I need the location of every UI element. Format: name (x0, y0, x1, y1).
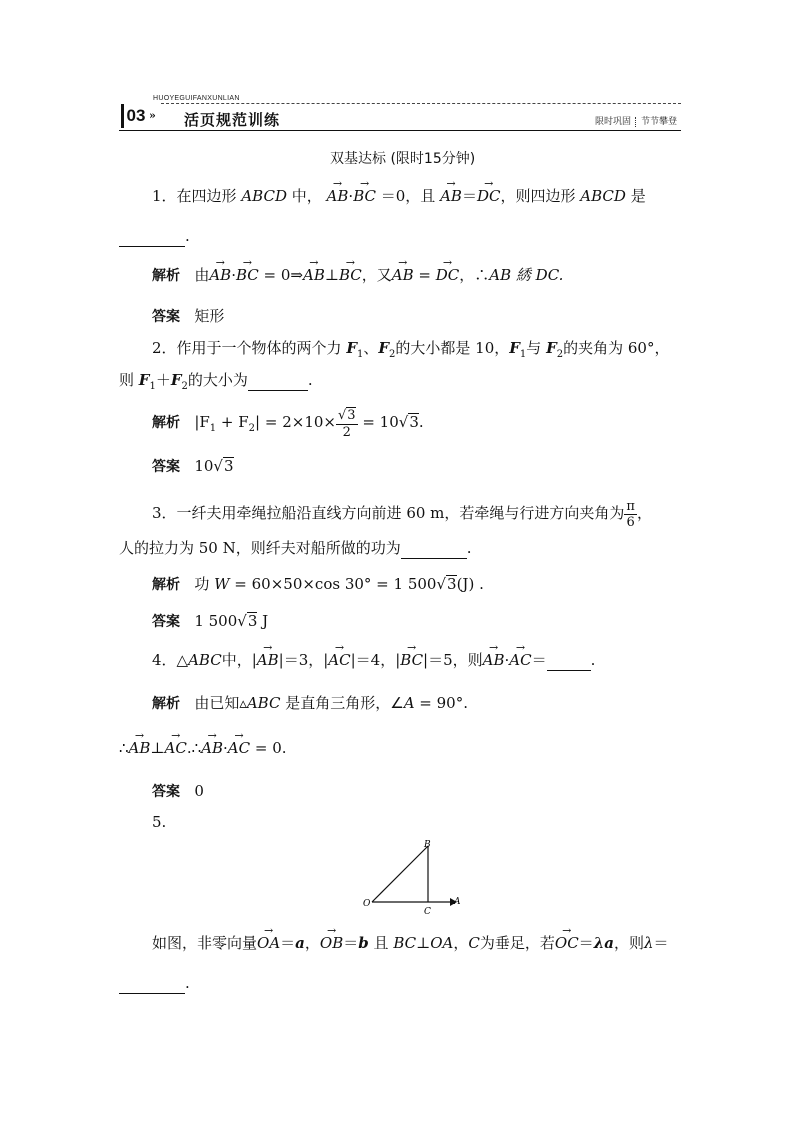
q2-an-lhs: |F (194, 413, 210, 431)
q4-answer-value: 0 (194, 782, 204, 800)
q2-sep: 、 (363, 339, 379, 357)
q5-and: 且 (373, 934, 389, 952)
label-a: A (454, 897, 461, 907)
q1-an-ab: → AB (209, 265, 231, 285)
answer-label: 答案 (152, 309, 180, 325)
q4-vector-ab: → AB (257, 650, 279, 670)
q4-an2-perp: ⊥ (150, 739, 165, 757)
q2-answer-sqrt: 3 (223, 457, 234, 475)
q2-s2b: 2 (556, 349, 564, 360)
q5-end: . (185, 974, 190, 992)
q3-analysis: 解析 功 W = 60×50×cos 30° = 1 500√3(J) . (152, 575, 484, 593)
q1-eq: ＝ (461, 187, 477, 205)
q5-lam: λa (593, 934, 614, 952)
q1-text: 1．在四边形 (152, 187, 237, 205)
q2-f1: F (346, 339, 357, 357)
q3-an-w: W (214, 575, 230, 593)
q1-vector-dc: → DC (477, 186, 501, 206)
question-1-line-2 (119, 226, 190, 247)
question-4: 4．△ABC中，|→ AB|＝3，|→ AC|＝4，|→ BC|＝5，则→ AB·→ AC＝ . (152, 650, 595, 671)
q4-answer (152, 781, 204, 802)
q2-f1b: F (509, 339, 520, 357)
q2-an-s1: 1 (209, 423, 217, 434)
q4-vector-ac: → AC (328, 650, 350, 670)
header-title: 活页规范训练 (184, 111, 281, 129)
q4-an2-ac2: → AC (228, 738, 250, 758)
q2-sum-s1: 1 (149, 381, 156, 392)
q2-plus: ＋ (155, 371, 171, 389)
q1-abcd2: ABCD (580, 187, 626, 205)
q1-is: 是 (630, 187, 646, 205)
q3-an-sqrt: 3 (447, 575, 457, 593)
q4-answer-blank (547, 650, 591, 671)
q4-an-end: = 90°. (414, 694, 468, 712)
q5-b: b (358, 934, 369, 952)
q3-answer-unit: J (257, 612, 269, 630)
q2-answer-pre: 10 (194, 457, 214, 475)
q3-an-end: (J) . (456, 575, 484, 593)
q4-an2-ab: → AB (129, 738, 151, 758)
q5-c2: ， (453, 934, 469, 952)
q5-foot: 为垂足，若 (479, 934, 555, 952)
q4-an2-mid: .∴ (186, 739, 202, 757)
tag-divider (635, 117, 637, 127)
question-3-line-2 (119, 538, 472, 559)
section-number: 03 (121, 104, 148, 128)
q3-comma: ， (636, 504, 652, 522)
q4-vector-ab2: → AB (483, 650, 505, 670)
q1-answer-blank (119, 226, 185, 247)
answer-label: 答案 (152, 614, 180, 630)
analysis-label: 解析 (152, 696, 180, 712)
q2-an-rhs: | = 2×10× (255, 413, 336, 431)
q4-mid1: 中，| (221, 651, 257, 669)
q1-an-eq: = (418, 266, 431, 284)
q5-pre: 如图，非零向量 (152, 934, 258, 952)
q1-vector-bc: → BC (353, 186, 376, 206)
q1-end: . (185, 227, 190, 245)
section-title: 双基达标 (限时15分钟) (330, 151, 476, 167)
q4-an2-ac: → AC (165, 738, 187, 758)
q5-then: ，则 (613, 934, 644, 952)
q2-analysis: 解析 $|F_1 + F_2| = 2\times 10\times$ $\frac{√3}{2} = 10√3$. (152, 407, 424, 440)
q2-mid: 的大小都是 10， (395, 339, 510, 357)
q1-answer (152, 306, 224, 327)
q1-an-perp: ⊥ (324, 266, 339, 284)
header-tag-2: 节节攀登 (640, 117, 677, 127)
q4-abc: ABC (188, 651, 222, 669)
header-rule (119, 130, 681, 131)
q4-v1: |＝3，| (278, 651, 329, 669)
q4-end: . (590, 651, 596, 669)
q2-s1b: 1 (519, 349, 527, 360)
q3-answer-blank (401, 538, 467, 559)
q2-an-fraction: $\frac{√3}{2}$ (337, 407, 356, 440)
q4-an-abc: ABC (246, 694, 281, 712)
q3-line2: 人的拉力为 50 N，则纤夫对船所做的功为 (119, 539, 401, 557)
double-chevron-icon: » (149, 109, 156, 122)
q5-vector-oc: → OC (555, 933, 579, 953)
q4-eq: ＝ (531, 651, 547, 669)
q5-lambda: λ (643, 934, 654, 952)
q1-answer-value: 矩形 (194, 307, 225, 325)
header-dashed-line (161, 103, 681, 104)
q2-sum-f2: F (170, 371, 182, 389)
q2-sum-f1: F (138, 371, 150, 389)
q2-an-plus: + F (216, 413, 249, 431)
q4-an2-pre: ∴ (119, 739, 129, 757)
q5-vector-oa: → OA (257, 933, 280, 953)
q2-an-s2: 2 (248, 423, 256, 434)
q2-f2: F (378, 339, 390, 357)
q1-analysis: 解析 由→ AB·→ BC = 0⇒→ AB⊥→ BC，又→ AB = → DC，∴AB 綉 DC. (152, 265, 563, 286)
analysis-label: 解析 (152, 268, 180, 284)
q5-perp: ⊥ (416, 934, 431, 952)
q1-an-pre: 由 (194, 266, 210, 284)
q5-answer-blank (119, 973, 185, 994)
header-tags (595, 114, 677, 127)
q1-an-dc: → DC (436, 265, 460, 285)
analysis-label: 解析 (152, 415, 180, 431)
q4-analysis-2: ∴→ AB⊥→ AC.∴→ AB·→ AC = 0. (119, 738, 287, 758)
q3-fraction (624, 499, 637, 530)
q3-line1: 3．一纤夫用牵绳拉船沿直线方向前进 60 m，若牵绳与行进方向夹角为 (152, 504, 625, 522)
label-b: B (424, 840, 431, 850)
question-1-line-1: 1．在四边形 ABCD 中， → AB·→ BC ＝0，且 → AB＝→ DC，则四边形 ABCD 是 (152, 186, 646, 206)
header-pinyin: HUOYEGUIFANXUNLIAN (153, 95, 240, 102)
q2-an-sqrt2: 3 (409, 413, 419, 431)
q4-vector-ac2: → AC (509, 650, 531, 670)
q2-answer: 答案 10√3 (152, 457, 234, 475)
q5-vector-ob: → OB (320, 933, 343, 953)
q4-vector-bc: → BC (400, 650, 423, 670)
q4-an2-ab2: → AB (201, 738, 223, 758)
q2-an-end: . (418, 413, 424, 431)
q5-bc: BC (393, 934, 417, 952)
q1-vector-ab: → AB (327, 186, 349, 206)
q4-an-a: A (403, 694, 415, 712)
q1-vector-ab2: → AB (440, 186, 462, 206)
analysis-label: 解析 (152, 577, 180, 593)
q5-oa2: OA (430, 934, 454, 952)
answer-label: 答案 (152, 784, 180, 800)
q1-an-bc2: → BC (339, 265, 362, 285)
q2-angle: 的夹角为 60°， (563, 339, 670, 357)
q3-answer-sqrt: 3 (247, 612, 258, 630)
q4-analysis-1 (152, 693, 468, 714)
q4-an2-end: = 0. (250, 739, 287, 757)
q2-end: . (307, 371, 313, 389)
q2-sum-s2: 2 (181, 381, 188, 392)
q4-an-mid: 是直角三角形，∠ (280, 694, 404, 712)
q5-eq4: ＝ (653, 934, 669, 952)
q1-an-ab3: → AB (392, 265, 414, 285)
segment-ob (372, 846, 428, 902)
header-tag-1: 限时巩固 (594, 117, 631, 127)
q1-an-therefore: ，∴ (459, 266, 490, 284)
answer-label: 答案 (152, 459, 180, 475)
q1-tail: ，则四边形 (500, 187, 576, 205)
q3-an-pre: 功 (194, 575, 215, 593)
q1-eq0: ＝0，且 (380, 187, 436, 205)
q1-an-ab2: → AB (303, 265, 325, 285)
q5-c: C (468, 934, 480, 952)
q2-line2pre: 则 (119, 371, 135, 389)
q2-s1: 1 (356, 349, 364, 360)
q2-an-eq: = 10 (357, 413, 399, 431)
q2-an-den: 2 (342, 424, 351, 440)
q2-f2b: F (546, 339, 557, 357)
q3-frac-den: 6 (626, 514, 635, 530)
page-header (119, 95, 681, 131)
label-o: O (363, 899, 371, 909)
q2-pre: 2．作用于一个物体的两个力 (152, 339, 342, 357)
q1-abcd: ABCD (241, 187, 287, 205)
q4-an-pre: 由已知▵ (194, 694, 247, 712)
question-3-line-1 (152, 498, 652, 532)
q5-eq1: ＝ (280, 934, 296, 952)
q3-answer: 答案 1 500√3 J (152, 612, 269, 630)
q3-end: . (466, 539, 472, 557)
q4-pre: 4．△ (152, 651, 189, 669)
question-5-line-2 (119, 973, 190, 994)
question-2-line-1 (152, 338, 669, 365)
question-2-line-2 (119, 370, 313, 397)
question-5-line-1 (152, 933, 668, 953)
q5-c1: ， (304, 934, 320, 952)
q2-tail: 的大小为 (187, 371, 248, 389)
q2-an-sqrt: 3 (347, 407, 356, 423)
q2-with: 与 (526, 339, 542, 357)
q1-mid: 中， (291, 187, 322, 205)
q5-eq3: ＝ (578, 934, 594, 952)
q2-answer-blank (248, 370, 308, 391)
q3-answer-pre: 1 500 (194, 612, 238, 630)
q1-an-bc: → BC (236, 265, 259, 285)
q1-an-again: ，又 (361, 266, 392, 284)
q5-eq2: ＝ (343, 934, 359, 952)
question-5-number: 5. (152, 813, 167, 831)
q1-an-abdc: AB 綉 DC. (489, 266, 564, 284)
q3-an-mid: = 60×50×cos 30° = 1 500 (229, 575, 437, 593)
q4-v3: |＝5，则 (423, 651, 483, 669)
q2-s2: 2 (389, 349, 396, 360)
q3-frac-num: π (626, 498, 635, 514)
q5-figure (360, 836, 470, 916)
label-c: C (424, 907, 431, 916)
q5-a: a (295, 934, 305, 952)
q1-an-eq0: = 0⇒ (263, 266, 303, 284)
q4-v2: |＝4，| (350, 651, 401, 669)
